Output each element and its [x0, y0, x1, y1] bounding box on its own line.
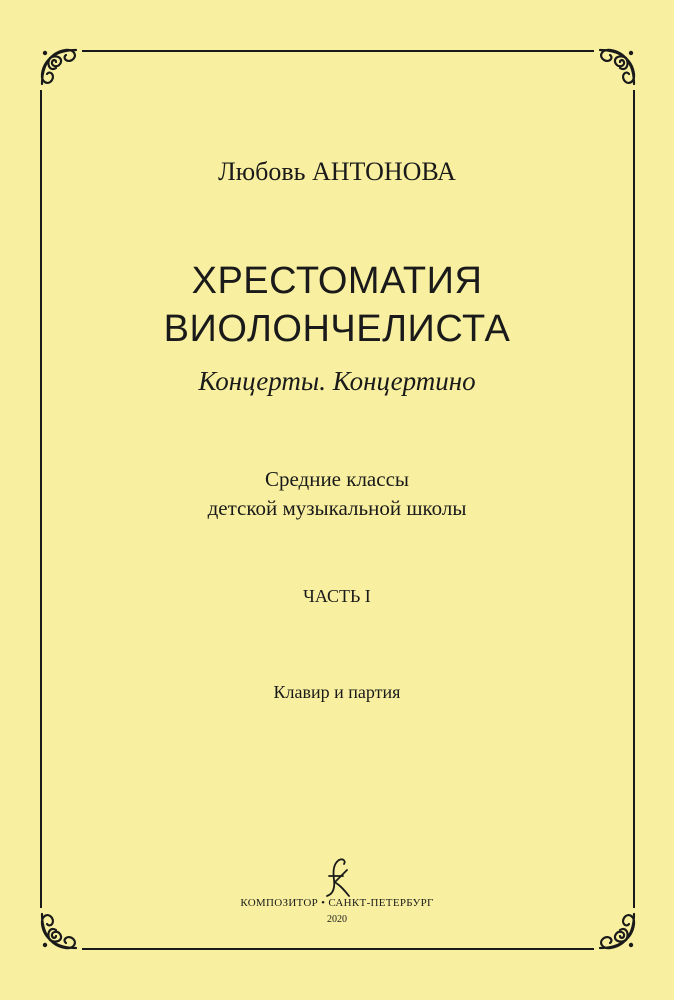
title-line-1: ХРЕСТОМАТИЯ — [191, 260, 483, 302]
publication-year: 2020 — [327, 914, 347, 925]
grade-line-1: Средние классы — [264, 467, 410, 491]
title-line-2: ВИОЛОНЧЕЛИСТА — [163, 308, 511, 350]
grade-line-2: детской музыкальной школы — [207, 496, 467, 520]
publisher-logo-icon — [319, 858, 355, 898]
contents-label: Клавир и партия — [273, 682, 401, 702]
publisher-name: КОМПОЗИТОР • САНКТ-ПЕТЕРБУРГ — [240, 897, 434, 909]
part-label: ЧАСТЬ I — [303, 586, 371, 606]
subtitle: Концерты. Концертино — [198, 366, 476, 396]
corner-ornament-icon — [36, 44, 82, 90]
corner-ornament-icon — [594, 44, 640, 90]
author-name: Любовь АНТОНОВА — [218, 157, 456, 186]
